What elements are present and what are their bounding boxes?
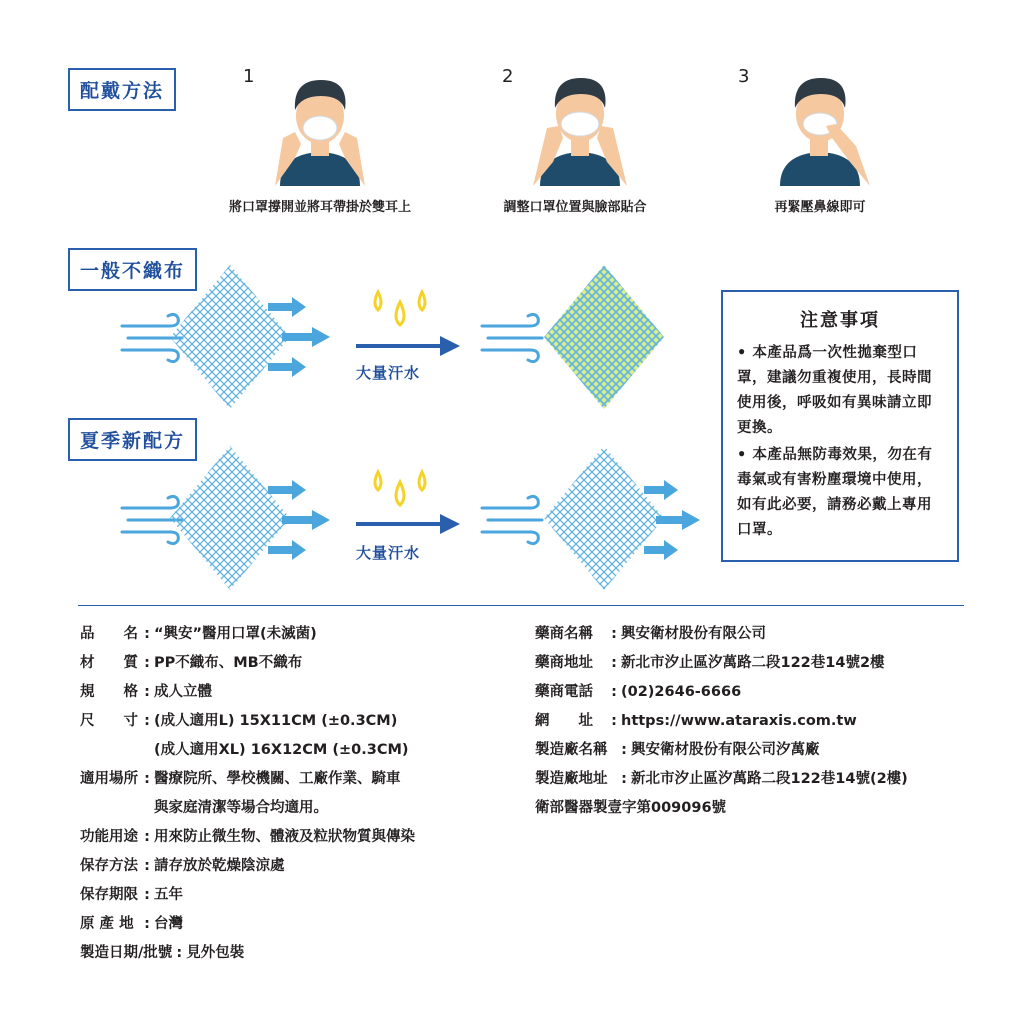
section-label-general-nonwoven: 一般不織布 <box>68 248 197 291</box>
section-divider <box>78 605 964 606</box>
spec-row-spec: 規 格 : 成人立體 <box>80 684 212 700</box>
spec-row-dealer-phone: 藥商電話 : (02)2646-6666 <box>535 684 742 700</box>
spec-row-date-lot: 製造日期/批號 : 見外包裝 <box>80 945 245 961</box>
spec-row-storage: 保存方法 : 請存放於乾燥陰涼處 <box>80 858 285 874</box>
spec-row-size: 尺 寸 : (成人適用L) 15X11CM (±0.3CM) <box>80 713 398 729</box>
process-arrow-row2 <box>356 514 460 534</box>
wind-icon-row2-right <box>482 496 542 543</box>
process-arrow-row1 <box>356 336 460 356</box>
spec-row-license: 衛部醫器製壹字第009096號 <box>535 800 727 816</box>
sweat-label-row2: 大量汗水 <box>356 544 421 562</box>
spec-row-dealer-address: 藥商地址 : 新北市汐止區汐萬路二段122巷14號2樓 <box>535 655 885 671</box>
filtration-diagram <box>0 250 720 590</box>
notice-title: 注意事項 <box>800 310 880 331</box>
step-caption-2: 調整口罩位置與臉部貼合 <box>503 200 647 215</box>
notice-item-1: • 本產品爲一次性拋棄型口罩，建議勿重複使用，長時間使用後，呼吸如有異味請立即更換。 <box>737 344 932 436</box>
spec-list-right <box>535 620 908 823</box>
spec-row-usage-cont: 與家庭清潔等場合均適用。 <box>154 800 328 816</box>
section-label-wearing-method: 配戴方法 <box>68 68 176 111</box>
notice-box <box>721 290 959 562</box>
spec-row-product-name: 品 名 : “興安”醫用口罩(未滅菌) <box>80 626 317 642</box>
mesh-general-dry <box>170 265 290 409</box>
step-number-2: 2 <box>502 66 514 87</box>
person-step-3-illustration <box>770 66 880 186</box>
person-step-2-illustration <box>525 66 635 186</box>
mesh-general-wet <box>544 265 664 409</box>
spec-row-function: 功能用途 : 用來防止微生物、體液及粒狀物質與傳染 <box>80 829 415 845</box>
person-step-1-illustration <box>265 66 375 186</box>
spec-row-dealer-name: 藥商名稱 : 興安衛材股份有限公司 <box>535 626 766 642</box>
spec-row-shelf-life: 保存期限 : 五年 <box>80 887 183 903</box>
wind-icon-row1-right <box>482 314 542 361</box>
mesh-summer-breathable <box>544 446 664 590</box>
section-label-summer-formula: 夏季新配方 <box>68 418 197 461</box>
sweat-label-row1: 大量汗水 <box>356 364 421 382</box>
spec-row-factory-name: 製造廠名稱 : 興安衛材股份有限公司汐萬廠 <box>535 742 820 758</box>
sweat-drops-row2 <box>375 472 425 505</box>
spec-row-factory-address: 製造廠地址 : 新北市汐止區汐萬路二段122巷14號(2樓) <box>535 771 908 787</box>
spec-row-size-xl: (成人適用XL) 16X12CM (±0.3CM) <box>154 742 409 758</box>
spec-row-origin: 原 產 地 : 台灣 <box>80 916 183 932</box>
step-caption-3: 再緊壓鼻線即可 <box>774 200 866 215</box>
spec-list-left <box>80 620 415 968</box>
step-number-1: 1 <box>243 66 255 87</box>
sweat-drops-row1 <box>375 292 425 325</box>
mesh-summer-dry <box>170 446 290 590</box>
spec-row-website: 網 址 : https://www.ataraxis.com.tw <box>535 713 857 729</box>
step-caption-1: 將口罩撐開並將耳帶掛於雙耳上 <box>228 200 411 215</box>
notice-item-2: • 本產品無防毒效果，勿在有毒氣或有害粉塵環境中使用，如有此必要，請務必戴上專用口罩。 <box>737 446 933 538</box>
step-number-3: 3 <box>738 66 750 87</box>
spec-row-material: 材 質 : PP不織布、MB不織布 <box>80 655 303 671</box>
spec-row-usage: 適用場所 : 醫療院所、學校機關、工廠作業、騎車 <box>80 771 401 787</box>
